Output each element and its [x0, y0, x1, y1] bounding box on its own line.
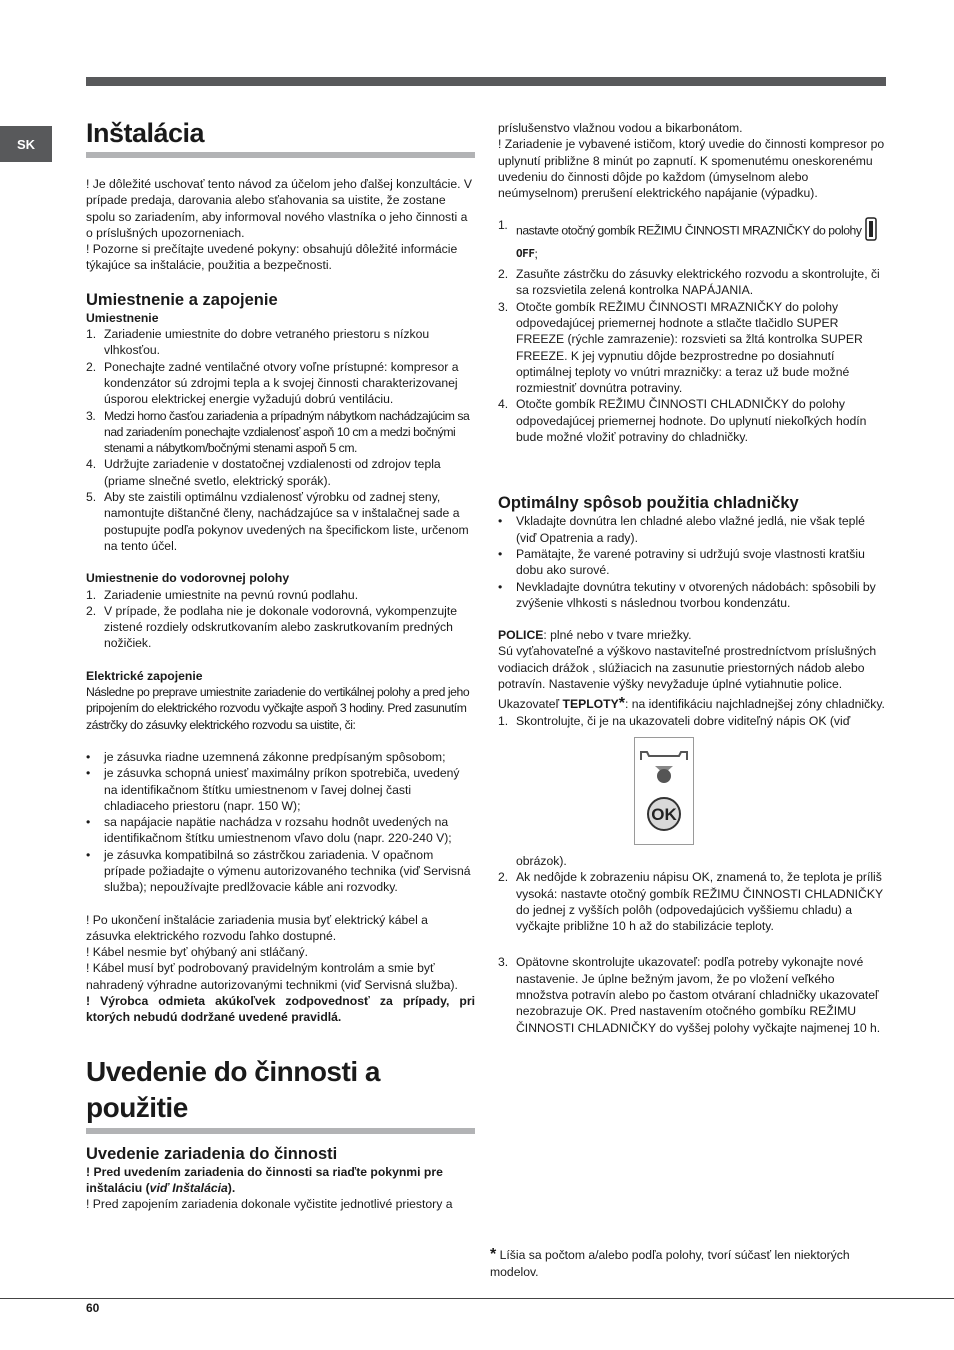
intro-warning-1: ! Je dôležité uschovať tento návod za účelom jeho ďalšej konzultácie. V prípade predaja, darovania alebo sťahovania sa uistite, že zostane spolu so zariadením, aby informoval nového vlastníka o jeho činnosti a o príslušných upozorneniach.	[86, 177, 473, 240]
list-item: 2. Ponechajte zadné ventilačné otvory voľne prístupné: kompresor a kondenzátor sú zdrojmi tepla a k svojej činnosti charakterizovanej úsporou elektrickej energie vyžadujú dobrú ventiláciu.	[86, 359, 459, 407]
list-item: 1. Zariadenie umiestnite na pevnú rovnú podlahu.	[86, 587, 359, 602]
list-item: 2. V prípade, že podlaha nie je dokonale vodorovná, vykompenzujte zistené rozdiely odskrutkovaním alebo zaskrutkovaním predných nožičiek.	[86, 603, 457, 651]
list-item: 1. Zariadenie umiestnite do dobre vetraného priestoru s nízkou vlhkosťou.	[86, 327, 430, 358]
heading-optimal-use: Optimálny spôsob použitia chladničky	[498, 494, 799, 513]
indicator-steps-continued	[498, 869, 886, 1036]
list-item: • Nevkladajte dovnútra tekutiny v otvorených nádobách: spôsobili by zvýšenie vlhkosti s následnou tvorbou kondenzátu.	[498, 579, 876, 610]
thermometer-icon	[635, 738, 693, 844]
list-item: 3. Opätovne skontrolujte ukazovateľ: podľa potreby vykonajte nové nastavenie. Je úplne bežným javom, že po vložení veľkého množstva potravín alebo po častom otváraní chladničky ukazovateľ nezobrazuje OK. Pred nastavením otočného gombíku REŽIMU ČINNOSTI CHLADNIČKY do vyššej polohy vyčkajte najmenej 10 h.	[498, 955, 881, 1035]
startup-steps	[498, 217, 886, 445]
subheading-placement: Umiestnenie	[86, 310, 159, 325]
intro-warning-2: ! Pozorne si prečítajte uvedené pokyny: obsahujú dôležité informácie týkajúce sa inštalácie, použitia a bezpečnosti.	[86, 242, 458, 273]
footnote: * Líšia sa počtom a/alebo podľa polohy, tvorí súčasť len niektorých modelov.	[490, 1246, 850, 1279]
optimal-use-list	[498, 513, 886, 611]
list-item: 5. Aby ste zaistili optimálnu vzdialenosť výrobku od zadnej steny, namontujte dištančné členy, nachádzajúce sa v inštalačnej sade a postupujte podľa pokynov uvedených na špecifickom liste, určenom na tento účel.	[86, 490, 469, 553]
list-item: 4. Udržujte zariadenie v dostatočnej vzdialenosti od zdrojov tepla (priame slnečné svetlo, elektrický sporák).	[86, 457, 441, 488]
temperature-indicator-text: Ukazovateľ TEPLOTY*: na identifikáciu najchladnejšej zóny chladničky.	[498, 695, 885, 713]
list-item: 1. Skontrolujte, či je na ukazovateli dobre viditeľný nápis OK (viď	[498, 713, 851, 728]
temperature-indicator-image	[634, 737, 694, 845]
left-column	[86, 116, 475, 1213]
cleaning-continued: príslušenstvo vlažnou vodou a bikarbonátom.	[498, 121, 743, 135]
shelves-label: POLICE: plné nebo v tvare mriežky.	[498, 628, 692, 643]
indicator-steps	[498, 713, 886, 729]
electric-list	[86, 749, 475, 896]
off-label: OFF	[516, 246, 535, 260]
section-title-start: Uvedenie do činnosti a použitie	[86, 1055, 380, 1123]
ok-label: OK	[651, 804, 677, 824]
warning-liability: ! Výrobca odmieta akúkoľvek zodpovednosť za prípady, pri ktorých nebudú dodržané uvedené pravidlá.	[86, 994, 475, 1025]
start-warning: ! Pred uvedením zariadenia do činnosti sa riaďte pokynmi pre inštaláciu (viď Inštalácia).	[86, 1164, 443, 1195]
list-item: • je zásuvka schopná uniesť maximálny príkon spotrebiča, uvedený na identifikačnom štítku umiestnenom v ľavej dolnej časti chladiaceho priestoru (napr. 150 W);	[86, 766, 460, 813]
list-item: • sa napájacie napätie nachádza v rozsahu hodnôt uvedených na identifikačnom štítku umiestnenom vľavo dolu (napr. 220-240 V);	[86, 815, 452, 846]
shelves-description: Sú vyťahovateľné a výškovo nastaviteľné prostredníctvom príslušných vodiacich drážok , slúžiacich na zasunutie priestorných nádob alebo potravín. Nastavenie výšky nevyžaduje úplné vytiahnutie police.	[498, 644, 877, 692]
list-item: • je zásuvka riadne uzemnená zákonne predpísaným spôsobom;	[86, 749, 446, 764]
footer-rule	[0, 1298, 954, 1299]
title-rule	[86, 1128, 475, 1134]
start-cleaning-text: ! Pred zapojením zariadenia dokonale vyčistite jednotlivé priestory a	[86, 1197, 453, 1212]
subheading-electric: Elektrické zapojenie	[86, 668, 203, 683]
list-item: • je zásuvka kompatibilná so zástrčkou zariadenia. V opačnom prípade požiadajte o výmenu autorizovaného technika (viď Servisná služba); nepoužívajte predlžovacie káble ani rozvodky.	[86, 847, 471, 895]
page-number: 60	[86, 1301, 100, 1315]
list-item: 1. nastavte otočný gombík REŽIMU ČINNOSTI MRAZNIČKY do polohy OFF;	[498, 217, 886, 262]
top-bar	[86, 77, 886, 86]
list-item: 2. Ak nedôjde k zobrazeniu nápisu OK, znamená to, že teplota je príliš vysoká: nastavte otočný gombík REŽIMU ČINNOSTI CHLADNIČKY do jednej z vyšších polôh (odpovedajúcich vyššiemu chladu) a vyčkajte približne 10 h až do stabilizácie teploty.	[498, 870, 883, 934]
level-list	[86, 587, 475, 652]
list-item: 4. Otočte gombík REŽIMU ČINNOSTI CHLADNIČKY do polohy odpovedajúcej priemernej hodnote. Do uplynutí niekoľkých hodín bude možné vložiť potraviny do chladničky.	[498, 397, 867, 445]
list-item: • Vkladajte dovnútra len chladné alebo vlažné jedlá, nie však teplé (viď Opatrenia a rady).	[498, 514, 865, 545]
right-column	[498, 120, 886, 1036]
off-position-icon	[864, 217, 878, 245]
indicator-caption-end: obrázok).	[516, 853, 567, 868]
language-tab: SK	[0, 126, 52, 162]
electric-intro: Následne po preprave umiestnite zariadenie do vertikálnej polohy a pred jeho pripojením do elektrického rozvodu vyčkajte aspoň 3 hodiny. Pred zasunutím zástrčky do zásuvky elektrického rozvodu sa uistite, či:	[86, 685, 470, 732]
list-item: 2. Zasuňte zástrčku do zásuvky elektrického rozvodu a skontrolujte, či sa rozsvietila zelená kontrolka NAPÁJANIA.	[498, 267, 880, 298]
title-rule	[86, 152, 475, 158]
list-item: • Pamätajte, že varené potraviny si udržujú svoje vlastnosti kratšiu dobu ako surové.	[498, 546, 865, 578]
warning-cable-bend: ! Kábel nesmie byť ohýbaný ani stláčaný.	[86, 945, 309, 960]
heading-start-device: Uvedenie zariadenia do činnosti	[86, 1144, 338, 1163]
list-item: 3. Otočte gombík REŽIMU ČINNOSTI MRAZNIČKY do polohy odpovedajúcej priemernej hodnote a stlačte tlačidlo SUPER FREEZE (rýchle zamrazenie): rozsvieti sa žltá kontrolka SUPER FREEZE. K jej vypnutiu dôjde bezprostredne po dosiahnutí optimálnej teploty vo vnútri mrazničky: a teraz už bude možné rozmiestniť dovnútra potraviny.	[498, 299, 863, 396]
warning-cable-check: ! Kábel musí byť podrobovaný pravidelným kontrolám a smie byť nahradený výhradne autorizovanými technikmi (viď Servisná služba).	[86, 961, 458, 992]
breaker-warning: ! Zariadenie je vybavené ističom, ktorý uvedie do činnosti kompresor po uplynutí približne 8 minút po zapnutí. K spomenutému oneskorenému uvedeniu do činnosti dôjde po každom (úmyselnom alebo neúmyselnom) prerušení elektrického napájanie (výpadku).	[498, 137, 885, 201]
heading-placement: Umiestnenie a zapojenie	[86, 290, 278, 309]
section-title-installation: Inštalácia	[86, 118, 205, 148]
subheading-level: Umiestnenie do vodorovnej polohy	[86, 571, 290, 586]
list-item: 3. Medzi horno časťou zariadenia a prípadným nábytkom nachádzajúcim sa nad zariadením ponechajte vzdialenosť aspoň 10 cm a medzi bočnými stenami a nábytkom/bočnými stenami aspoň 5 cm.	[86, 408, 470, 456]
warning-cable-access: ! Po ukončení inštalácie zariadenia musia byť elektrický kábel a zásuvka elektrického rozvodu ľahko dostupné.	[86, 912, 428, 943]
placement-list	[86, 326, 475, 554]
